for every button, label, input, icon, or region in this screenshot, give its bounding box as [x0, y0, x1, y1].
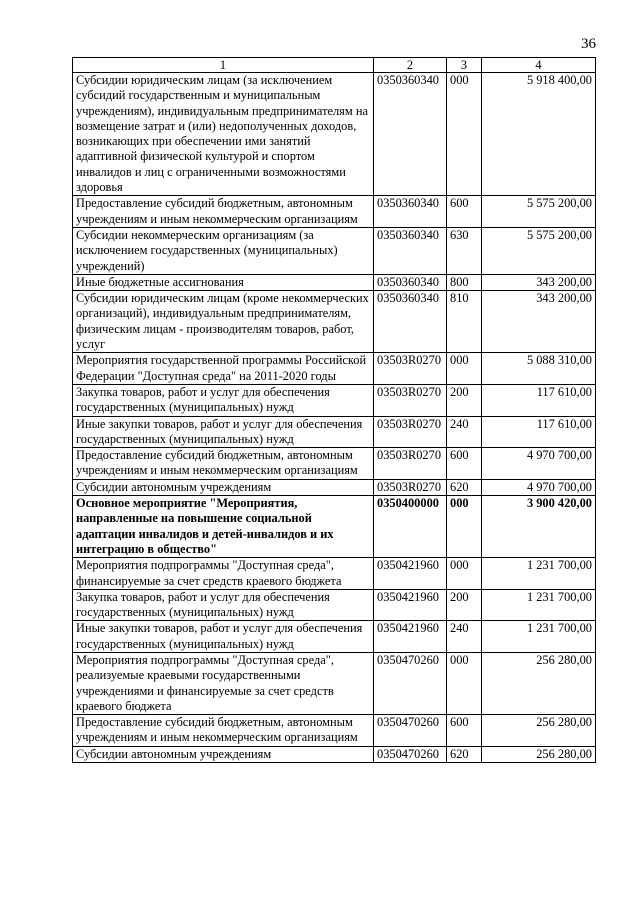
row-name-cell: Основное мероприятие "Мероприятия, направленные на повышение социальной адаптации инвалидов и детей-инвалидов и их интеграцию в общество"	[73, 496, 374, 558]
row-code-cell: 0350470260	[374, 746, 447, 762]
table-header	[73, 58, 596, 73]
table-row	[73, 73, 596, 196]
budget-table	[72, 57, 596, 763]
row-type-cell: 810	[447, 291, 482, 353]
row-code-cell: 0350421960	[374, 621, 447, 653]
column-header-name: 1	[73, 58, 374, 73]
row-type-cell: 620	[447, 746, 482, 762]
row-name-cell: Субсидии некоммерческим организациям (за исключением государственных (муниципальных) учреждений)	[73, 227, 374, 274]
row-name-cell: Закупка товаров, работ и услуг для обеспечения государственных (муниципальных) нужд	[73, 384, 374, 416]
row-sum-cell: 4 970 700,00	[482, 448, 596, 480]
column-header-code: 2	[374, 58, 447, 73]
row-name-cell: Мероприятия подпрограммы "Доступная среда", реализуемые краевыми государственными учреждениями и финансируемые за счет средств краевого бюджета	[73, 652, 374, 714]
row-type-cell: 000	[447, 353, 482, 385]
row-type-cell: 240	[447, 621, 482, 653]
row-type-cell: 800	[447, 274, 482, 290]
row-code-cell: 0350360340	[374, 196, 447, 228]
table-row	[73, 621, 596, 653]
row-sum-cell: 256 280,00	[482, 746, 596, 762]
row-name-cell: Субсидии автономным учреждениям	[73, 746, 374, 762]
row-name-cell: Иные закупки товаров, работ и услуг для обеспечения государственных (муниципальных) нужд	[73, 416, 374, 448]
row-sum-cell: 343 200,00	[482, 274, 596, 290]
row-code-cell: 03503R0270	[374, 479, 447, 495]
row-name-cell: Иные закупки товаров, работ и услуг для обеспечения государственных (муниципальных) нужд	[73, 621, 374, 653]
row-sum-cell: 5 088 310,00	[482, 353, 596, 385]
row-type-cell: 600	[447, 448, 482, 480]
table-row	[73, 746, 596, 762]
row-code-cell: 03503R0270	[374, 416, 447, 448]
page-number: 36	[581, 36, 596, 52]
row-type-cell: 000	[447, 652, 482, 714]
table-row	[73, 479, 596, 495]
column-header-type: 3	[447, 58, 482, 73]
row-type-cell: 200	[447, 589, 482, 621]
row-name-cell: Субсидии юридическим лицам (кроме некоммерческих организаций), индивидуальным предпринимателям, физическим лицам - производителям товаров, работ, услуг	[73, 291, 374, 353]
row-code-cell: 03503R0270	[374, 384, 447, 416]
row-sum-cell: 343 200,00	[482, 291, 596, 353]
row-type-cell: 000	[447, 73, 482, 196]
row-code-cell: 0350360340	[374, 274, 447, 290]
row-name-cell: Иные бюджетные ассигнования	[73, 274, 374, 290]
row-code-cell: 0350421960	[374, 558, 447, 590]
row-code-cell: 0350470260	[374, 652, 447, 714]
row-sum-cell: 1 231 700,00	[482, 621, 596, 653]
header-row	[73, 58, 596, 73]
row-sum-cell: 5 575 200,00	[482, 227, 596, 274]
table-row	[73, 384, 596, 416]
row-type-cell: 000	[447, 496, 482, 558]
row-name-cell: Закупка товаров, работ и услуг для обеспечения государственных (муниципальных) нужд	[73, 589, 374, 621]
row-sum-cell: 256 280,00	[482, 652, 596, 714]
row-sum-cell: 256 280,00	[482, 715, 596, 747]
row-sum-cell: 5 918 400,00	[482, 73, 596, 196]
row-name-cell: Предоставление субсидий бюджетным, автономным учреждениям и иным некоммерческим организациям	[73, 196, 374, 228]
table-row	[73, 448, 596, 480]
row-name-cell: Предоставление субсидий бюджетным, автономным учреждениям и иным некоммерческим организациям	[73, 448, 374, 480]
table-row	[73, 652, 596, 714]
row-code-cell: 0350360340	[374, 227, 447, 274]
table-row	[73, 291, 596, 353]
row-code-cell: 03503R0270	[374, 448, 447, 480]
table-row	[73, 353, 596, 385]
row-code-cell: 0350421960	[374, 589, 447, 621]
row-type-cell: 620	[447, 479, 482, 495]
row-sum-cell: 1 231 700,00	[482, 558, 596, 590]
row-type-cell: 240	[447, 416, 482, 448]
row-sum-cell: 1 231 700,00	[482, 589, 596, 621]
row-code-cell: 0350470260	[374, 715, 447, 747]
table-row	[73, 496, 596, 558]
row-code-cell: 03503R0270	[374, 353, 447, 385]
row-code-cell: 0350360340	[374, 291, 447, 353]
row-sum-cell: 5 575 200,00	[482, 196, 596, 228]
row-name-cell: Субсидии юридическим лицам (за исключением субсидий государственным и муниципальным учреждениям), индивидуальным предпринимателям на возмещение затрат и (или) недополученных доходов, возникающих при обеспечении ими занятий адаптивной физической культурой и спортом инвалидов и лиц с ограниченными возможностями здоровья	[73, 73, 374, 196]
row-type-cell: 000	[447, 558, 482, 590]
row-sum-cell: 117 610,00	[482, 416, 596, 448]
row-type-cell: 200	[447, 384, 482, 416]
row-sum-cell: 4 970 700,00	[482, 479, 596, 495]
row-name-cell: Субсидии автономным учреждениям	[73, 479, 374, 495]
column-header-sum: 4	[482, 58, 596, 73]
table-row	[73, 558, 596, 590]
row-code-cell: 0350400000	[374, 496, 447, 558]
table-row	[73, 227, 596, 274]
table-body	[73, 73, 596, 763]
row-type-cell: 600	[447, 715, 482, 747]
row-type-cell: 600	[447, 196, 482, 228]
table-row	[73, 274, 596, 290]
row-sum-cell: 117 610,00	[482, 384, 596, 416]
row-name-cell: Предоставление субсидий бюджетным, автономным учреждениям и иным некоммерческим организациям	[73, 715, 374, 747]
row-type-cell: 630	[447, 227, 482, 274]
row-sum-cell: 3 900 420,00	[482, 496, 596, 558]
table-row	[73, 416, 596, 448]
table-row	[73, 196, 596, 228]
row-code-cell: 0350360340	[374, 73, 447, 196]
table-row	[73, 715, 596, 747]
row-name-cell: Мероприятия государственной программы Российской Федерации "Доступная среда" на 2011-2020 годы	[73, 353, 374, 385]
row-name-cell: Мероприятия подпрограммы "Доступная среда", финансируемые за счет средств краевого бюджета	[73, 558, 374, 590]
table-row	[73, 589, 596, 621]
